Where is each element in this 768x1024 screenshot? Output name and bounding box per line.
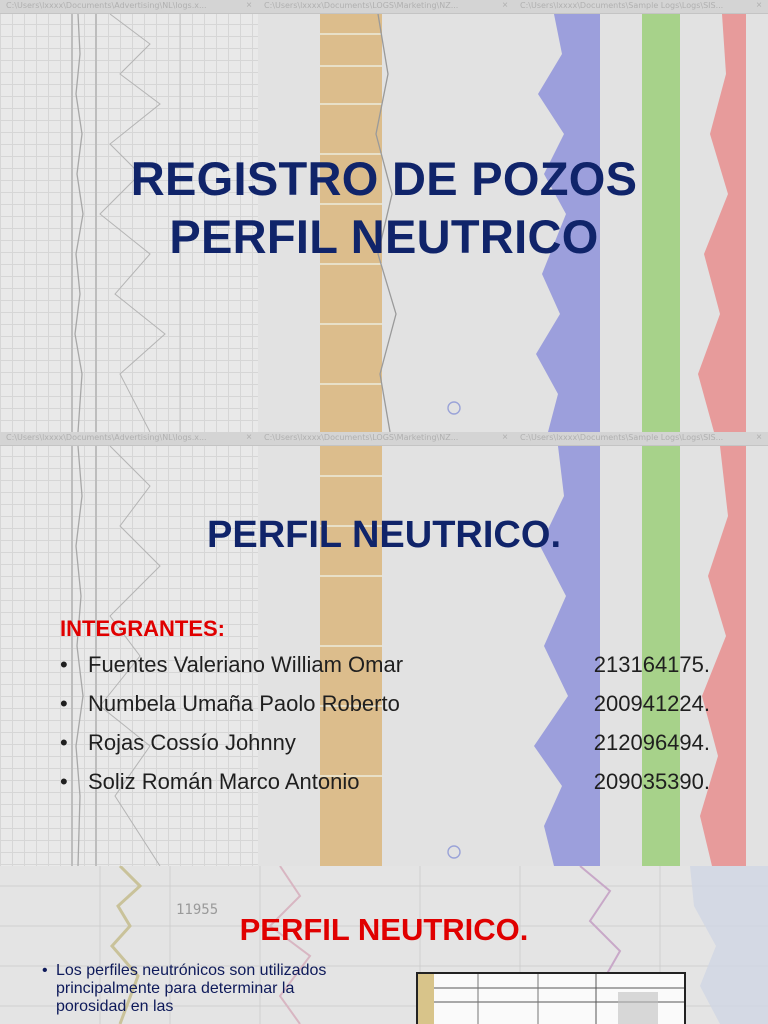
panel-tab-label: C:\Users\lxxxx\Documents\Advertising\NL\logs.x... bbox=[6, 433, 207, 442]
member-name: Fuentes Valeriano William Omar bbox=[88, 652, 404, 677]
list-item bbox=[60, 730, 710, 769]
bullet-paragraph bbox=[42, 962, 356, 1016]
member-name: Numbela Umaña Paolo Roberto bbox=[88, 691, 400, 716]
bullet-text: Los perfiles neutrónicos son utilizados principalmente para determinar la porosidad en las bbox=[56, 962, 327, 1015]
member-name: Rojas Cossío Johnny bbox=[88, 730, 296, 755]
bullet-icon: • bbox=[42, 962, 48, 979]
close-icon: × bbox=[502, 432, 508, 443]
depth-label: 11955 bbox=[176, 902, 219, 918]
close-icon: × bbox=[756, 0, 762, 11]
slide-members bbox=[0, 432, 768, 866]
member-id: 212096494. bbox=[593, 730, 710, 755]
member-id: 213164175. bbox=[593, 652, 710, 677]
section-title: PERFIL NEUTRICO. bbox=[239, 912, 529, 947]
list-item bbox=[60, 652, 710, 691]
member-name: Soliz Román Marco Antonio bbox=[88, 769, 360, 794]
panel-titlebar bbox=[0, 0, 258, 14]
panel-titlebar bbox=[258, 0, 514, 14]
title-line-1: REGISTRO DE POZOS bbox=[130, 152, 638, 205]
panel-titlebar bbox=[0, 432, 258, 446]
bullet-icon: • bbox=[60, 691, 68, 716]
panel-titlebar bbox=[514, 0, 768, 14]
panel-tab-label: C:\Users\lxxxx\Documents\Sample Logs\Logs\SIS... bbox=[520, 1, 724, 10]
slide-title bbox=[0, 0, 768, 432]
close-icon: × bbox=[246, 432, 252, 443]
section-title-period: . bbox=[550, 514, 561, 556]
members-list bbox=[60, 652, 710, 808]
close-icon: × bbox=[502, 0, 508, 11]
member-id: 200941224. bbox=[593, 691, 710, 716]
member-id: 209035390. bbox=[593, 769, 710, 794]
title-line-2: PERFIL NEUTRICO bbox=[169, 210, 599, 263]
slide-content bbox=[0, 866, 768, 1024]
page-title bbox=[0, 150, 768, 266]
table-graphic bbox=[418, 974, 684, 1024]
bullet-icon: • bbox=[60, 652, 68, 677]
list-item bbox=[60, 769, 710, 808]
panel-tab-label: C:\Users\lxxxx\Documents\LOGS\Marketing\NZ... bbox=[264, 433, 459, 442]
panel-tab-label: C:\Users\lxxxx\Documents\Sample Logs\Logs\SIS... bbox=[520, 433, 724, 442]
formation-analysis-table-image bbox=[416, 972, 686, 1024]
panel-tab-label: C:\Users\lxxxx\Documents\LOGS\Marketing\NZ... bbox=[264, 1, 459, 10]
panel-tab-label: C:\Users\lxxxx\Documents\Advertising\NL\logs.x... bbox=[6, 1, 207, 10]
close-icon: × bbox=[756, 432, 762, 443]
panel-titlebar bbox=[258, 432, 514, 446]
list-item bbox=[60, 691, 710, 730]
panel-titlebar bbox=[514, 432, 768, 446]
members-heading: INTEGRANTES: bbox=[60, 616, 225, 641]
section-title bbox=[0, 514, 768, 557]
close-icon: × bbox=[246, 0, 252, 11]
bullet-icon: • bbox=[60, 730, 68, 755]
section-title-text: PERFIL NEUTRICO bbox=[207, 514, 551, 556]
bullet-icon: • bbox=[60, 769, 68, 794]
